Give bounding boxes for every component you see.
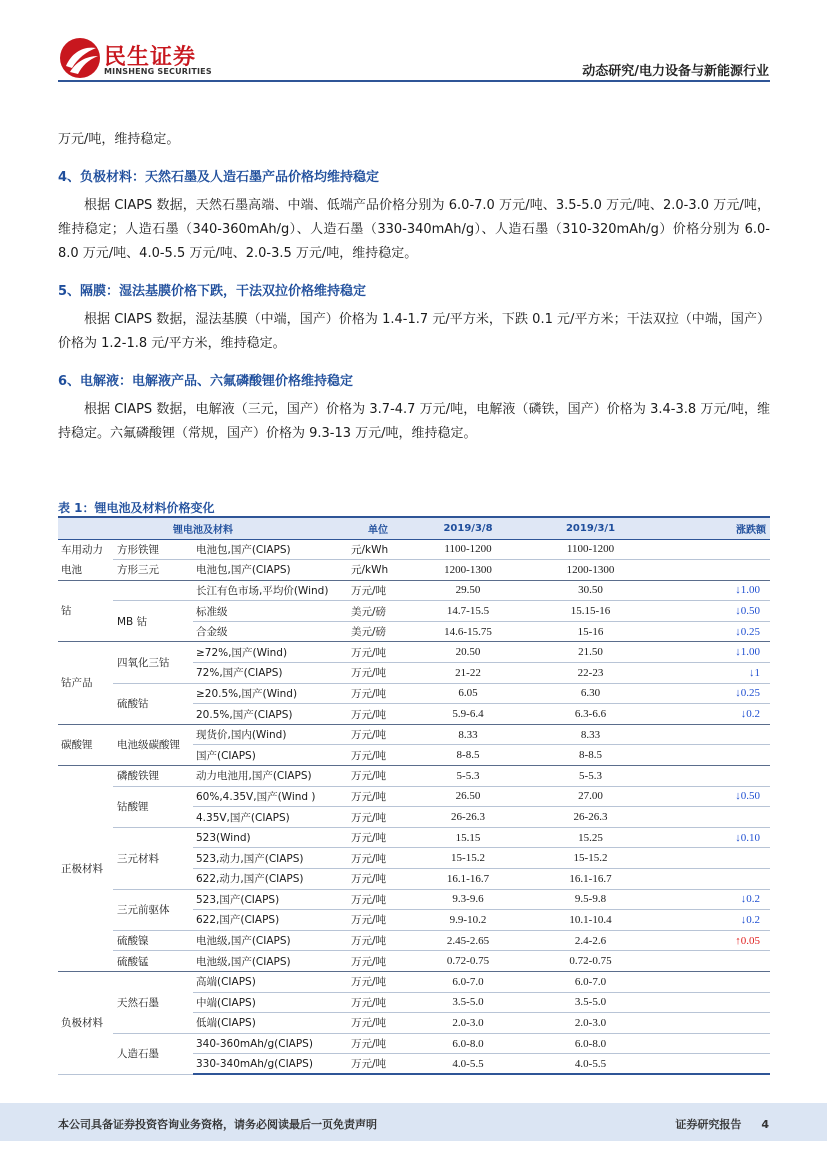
- header-change: 涨跌额: [653, 517, 770, 539]
- sub-category-cell: 四氧化三钴: [113, 642, 193, 683]
- item-cell: 中端(CIAPS): [193, 992, 348, 1013]
- sub-category-cell: 人造石墨: [113, 1033, 193, 1074]
- main-content: [58, 128, 770, 446]
- change-cell: ↓0.50: [653, 786, 770, 807]
- sub-category-cell: 方形铁锂: [113, 539, 193, 560]
- category-cell: 钴: [58, 580, 113, 642]
- unit-cell: 万元/吨: [348, 683, 408, 704]
- unit-cell: 万元/吨: [348, 663, 408, 684]
- unit-cell: 万元/吨: [348, 930, 408, 951]
- value-current: 15.15: [408, 827, 528, 848]
- table-row: [58, 683, 770, 704]
- item-cell: ≥72%,国产(Wind): [193, 642, 348, 663]
- unit-cell: 万元/吨: [348, 745, 408, 766]
- table-row: [58, 724, 770, 745]
- value-current: 5-5.3: [408, 766, 528, 787]
- value-previous: 2.4-2.6: [528, 930, 653, 951]
- value-current: 1200-1300: [408, 560, 528, 581]
- sub-category-cell: 钴酸锂: [113, 786, 193, 827]
- report-section-title: 动态研究/电力设备与新能源行业: [582, 64, 769, 79]
- value-previous: 22-23: [528, 663, 653, 684]
- change-cell: [653, 539, 770, 560]
- value-previous: 2.0-3.0: [528, 1013, 653, 1034]
- paragraph-anode-materials: 根据 CIAPS 数据，天然石墨高端、中端、低端产品价格分别为 6.0-7.0 万元/吨、3.5-5.0 万元/吨、2.0-3.0 万元/吨，维持稳定；人造石墨（340-360mAh/g）、人造石墨（330-340mAh/g）、人造石墨（310-320mAh/g）价格分别为 6.0-8.0 万元/吨、4.0-5.5 万元/吨、2.0-3.5 万元/吨，维持稳定。: [58, 198, 770, 261]
- item-cell: 330-340mAh/g(CIAPS): [193, 1054, 348, 1075]
- value-current: 2.0-3.0: [408, 1013, 528, 1034]
- unit-cell: 万元/吨: [348, 642, 408, 663]
- value-previous: 6.30: [528, 683, 653, 704]
- value-current: 4.0-5.5: [408, 1054, 528, 1075]
- change-cell: [653, 560, 770, 581]
- change-cell: [653, 1013, 770, 1034]
- item-cell: 电池包,国产(CIAPS): [193, 560, 348, 581]
- unit-cell: 万元/吨: [348, 724, 408, 745]
- value-current: 26.50: [408, 786, 528, 807]
- price-table: [58, 516, 770, 1075]
- page-header: [0, 0, 827, 84]
- table-row: [58, 642, 770, 663]
- value-current: 1100-1200: [408, 539, 528, 560]
- change-cell: ↓1.00: [653, 642, 770, 663]
- value-previous: 6.0-7.0: [528, 971, 653, 992]
- company-logo: [58, 36, 218, 80]
- value-previous: 0.72-0.75: [528, 951, 653, 972]
- value-current: 6.0-8.0: [408, 1033, 528, 1054]
- value-current: 15-15.2: [408, 848, 528, 869]
- footer-disclaimer: 本公司具备证券投资咨询业务资格，请务必阅读最后一页免责声明: [58, 1118, 377, 1131]
- change-cell: ↓0.2: [653, 910, 770, 931]
- value-current: 9.9-10.2: [408, 910, 528, 931]
- table-row: [58, 601, 770, 622]
- value-previous: 6.0-8.0: [528, 1033, 653, 1054]
- item-cell: 20.5%,国产(CIAPS): [193, 704, 348, 725]
- item-cell: 523(Wind): [193, 827, 348, 848]
- minsheng-logo-icon: [58, 36, 102, 80]
- change-cell: [653, 807, 770, 828]
- unit-cell: 万元/吨: [348, 786, 408, 807]
- item-cell: ≥20.5%,国产(Wind): [193, 683, 348, 704]
- value-previous: 6.3-6.6: [528, 704, 653, 725]
- change-cell: [653, 724, 770, 745]
- page-footer: [0, 1103, 827, 1141]
- unit-cell: 万元/吨: [348, 827, 408, 848]
- category-cell: 车用动力电池: [58, 539, 113, 580]
- change-cell: ↓0.2: [653, 704, 770, 725]
- value-current: 6.05: [408, 683, 528, 704]
- sub-category-cell: MB 钴: [113, 601, 193, 642]
- sub-category-cell: 磷酸铁锂: [113, 766, 193, 787]
- item-cell: 电池包,国产(CIAPS): [193, 539, 348, 560]
- footer-info: [655, 1116, 769, 1132]
- unit-cell: 万元/吨: [348, 704, 408, 725]
- logo-english-name: MINSHENG SECURITIES: [104, 67, 212, 76]
- price-table-container: [58, 516, 770, 1075]
- value-previous: 15-15.2: [528, 848, 653, 869]
- value-previous: 8-8.5: [528, 745, 653, 766]
- item-cell: 高端(CIAPS): [193, 971, 348, 992]
- header-unit: 单位: [348, 517, 408, 539]
- table-row: [58, 971, 770, 992]
- item-cell: 电池级,国产(CIAPS): [193, 930, 348, 951]
- table-row: [58, 889, 770, 910]
- unit-cell: 万元/吨: [348, 910, 408, 931]
- value-previous: 1200-1300: [528, 560, 653, 581]
- header-product: 锂电池及材料: [58, 517, 348, 539]
- header-date-previous: 2019/3/1: [528, 517, 653, 539]
- unit-cell: 万元/吨: [348, 971, 408, 992]
- table-row: [58, 560, 770, 581]
- change-cell: ↓0.10: [653, 827, 770, 848]
- unit-cell: 万元/吨: [348, 580, 408, 601]
- value-previous: 5-5.3: [528, 766, 653, 787]
- value-current: 16.1-16.7: [408, 869, 528, 890]
- sub-category-cell: 三元前驱体: [113, 889, 193, 930]
- unit-cell: 元/kWh: [348, 560, 408, 581]
- sub-category-cell: 方形三元: [113, 560, 193, 581]
- item-cell: 低端(CIAPS): [193, 1013, 348, 1034]
- unit-cell: 万元/吨: [348, 807, 408, 828]
- value-current: 14.6-15.75: [408, 621, 528, 642]
- item-cell: 现货价,国内(Wind): [193, 724, 348, 745]
- item-cell: 合金级: [193, 621, 348, 642]
- item-cell: 国产(CIAPS): [193, 745, 348, 766]
- table-row: [58, 786, 770, 807]
- table-row: [58, 827, 770, 848]
- value-previous: 21.50: [528, 642, 653, 663]
- change-cell: [653, 992, 770, 1013]
- value-current: 8-8.5: [408, 745, 528, 766]
- header-date-current: 2019/3/8: [408, 517, 528, 539]
- value-current: 8.33: [408, 724, 528, 745]
- table-header-row: [58, 517, 770, 539]
- value-previous: 1100-1200: [528, 539, 653, 560]
- item-cell: 622,动力,国产(CIAPS): [193, 869, 348, 890]
- value-previous: 27.00: [528, 786, 653, 807]
- table-row: [58, 766, 770, 787]
- heading-anode-materials: 4、负极材料：天然石墨及人造石墨产品价格均维持稳定: [58, 170, 380, 185]
- page-number: 4: [761, 1118, 769, 1131]
- item-cell: 72%,国产(CIAPS): [193, 663, 348, 684]
- change-cell: ↓1: [653, 663, 770, 684]
- unit-cell: 万元/吨: [348, 951, 408, 972]
- unit-cell: 美元/磅: [348, 621, 408, 642]
- unit-cell: 万元/吨: [348, 1054, 408, 1075]
- value-previous: 8.33: [528, 724, 653, 745]
- unit-cell: 万元/吨: [348, 1033, 408, 1054]
- value-current: 14.7-15.5: [408, 601, 528, 622]
- paragraph-separator: 根据 CIAPS 数据，湿法基膜（中端，国产）价格为 1.4-1.7 元/平方米，下跌 0.1 元/平方米；干法双拉（中端，国产）价格为 1.2-1.8 元/平方米，维持稳定。: [58, 312, 770, 351]
- logo-chinese-name: 民生证券: [104, 45, 197, 70]
- change-cell: [653, 848, 770, 869]
- change-cell: [653, 745, 770, 766]
- value-previous: 3.5-5.0: [528, 992, 653, 1013]
- footer-doc-type: 证券研究报告: [675, 1118, 742, 1131]
- value-previous: 15.25: [528, 827, 653, 848]
- paragraph-continuation: 万元/吨，维持稳定。: [58, 132, 180, 147]
- item-cell: 622,国产(CIAPS): [193, 910, 348, 931]
- unit-cell: 万元/吨: [348, 1013, 408, 1034]
- value-current: 6.0-7.0: [408, 971, 528, 992]
- value-current: 21-22: [408, 663, 528, 684]
- paragraph-electrolyte: 根据 CIAPS 数据，电解液（三元，国产）价格为 3.7-4.7 万元/吨，电解液（磷铁，国产）价格为 3.4-3.8 万元/吨，维持稳定。六氟磷酸锂（常规，国产）价格为 9.3-13 万元/吨，维持稳定。: [58, 402, 770, 441]
- value-previous: 15.15-16: [528, 601, 653, 622]
- change-cell: ↓1.00: [653, 580, 770, 601]
- value-current: 26-26.3: [408, 807, 528, 828]
- change-cell: ↓0.50: [653, 601, 770, 622]
- value-current: 9.3-9.6: [408, 889, 528, 910]
- change-cell: [653, 869, 770, 890]
- value-previous: 16.1-16.7: [528, 869, 653, 890]
- value-current: 29.50: [408, 580, 528, 601]
- unit-cell: 万元/吨: [348, 869, 408, 890]
- item-cell: 523,国产(CIAPS): [193, 889, 348, 910]
- category-cell: 钴产品: [58, 642, 113, 724]
- sub-category-cell: 天然石墨: [113, 971, 193, 1033]
- sub-category-cell: 三元材料: [113, 827, 193, 889]
- item-cell: 60%,4.35V,国产(Wind ): [193, 786, 348, 807]
- change-cell: ↓0.25: [653, 683, 770, 704]
- change-cell: ↓0.25: [653, 621, 770, 642]
- unit-cell: 元/kWh: [348, 539, 408, 560]
- sub-category-cell: 电池级碳酸锂: [113, 724, 193, 765]
- category-cell: 负极材料: [58, 971, 113, 1074]
- value-previous: 15-16: [528, 621, 653, 642]
- header-divider: [58, 80, 770, 82]
- item-cell: 4.35V,国产(CIAPS): [193, 807, 348, 828]
- change-cell: [653, 951, 770, 972]
- value-previous: 30.50: [528, 580, 653, 601]
- value-previous: 26-26.3: [528, 807, 653, 828]
- sub-category-cell: 硫酸锰: [113, 951, 193, 972]
- item-cell: 523,动力,国产(CIAPS): [193, 848, 348, 869]
- table-row: [58, 580, 770, 601]
- value-current: 2.45-2.65: [408, 930, 528, 951]
- table-row: [58, 539, 770, 560]
- sub-category-cell: 硫酸钴: [113, 683, 193, 724]
- category-cell: 正极材料: [58, 766, 113, 972]
- value-previous: 4.0-5.5: [528, 1054, 653, 1075]
- change-cell: ↓0.2: [653, 889, 770, 910]
- value-current: 0.72-0.75: [408, 951, 528, 972]
- heading-electrolyte: 6、电解液：电解液产品、六氟磷酸锂价格维持稳定: [58, 374, 354, 389]
- value-current: 5.9-6.4: [408, 704, 528, 725]
- unit-cell: 万元/吨: [348, 889, 408, 910]
- category-cell: 碳酸锂: [58, 724, 113, 765]
- unit-cell: 万元/吨: [348, 848, 408, 869]
- table-caption: 表 1：锂电池及材料价格变化: [58, 501, 215, 515]
- sub-category-cell: 硫酸镍: [113, 930, 193, 951]
- value-previous: 10.1-10.4: [528, 910, 653, 931]
- table-row: [58, 1033, 770, 1054]
- change-cell: [653, 766, 770, 787]
- value-current: 3.5-5.0: [408, 992, 528, 1013]
- item-cell: 340-360mAh/g(CIAPS): [193, 1033, 348, 1054]
- heading-separator: 5、隔膜：湿法基膜价格下跌，干法双拉价格维持稳定: [58, 284, 367, 299]
- table-row: [58, 951, 770, 972]
- change-cell: [653, 1033, 770, 1054]
- sub-category-cell: [113, 580, 193, 601]
- item-cell: 电池级,国产(CIAPS): [193, 951, 348, 972]
- unit-cell: 万元/吨: [348, 992, 408, 1013]
- table-row: [58, 930, 770, 951]
- change-cell: [653, 1054, 770, 1075]
- change-cell: [653, 971, 770, 992]
- item-cell: 标准级: [193, 601, 348, 622]
- unit-cell: 美元/磅: [348, 601, 408, 622]
- unit-cell: 万元/吨: [348, 766, 408, 787]
- item-cell: 动力电池用,国产(CIAPS): [193, 766, 348, 787]
- value-previous: 9.5-9.8: [528, 889, 653, 910]
- item-cell: 长江有色市场,平均价(Wind): [193, 580, 348, 601]
- change-cell: ↑0.05: [653, 930, 770, 951]
- value-current: 20.50: [408, 642, 528, 663]
